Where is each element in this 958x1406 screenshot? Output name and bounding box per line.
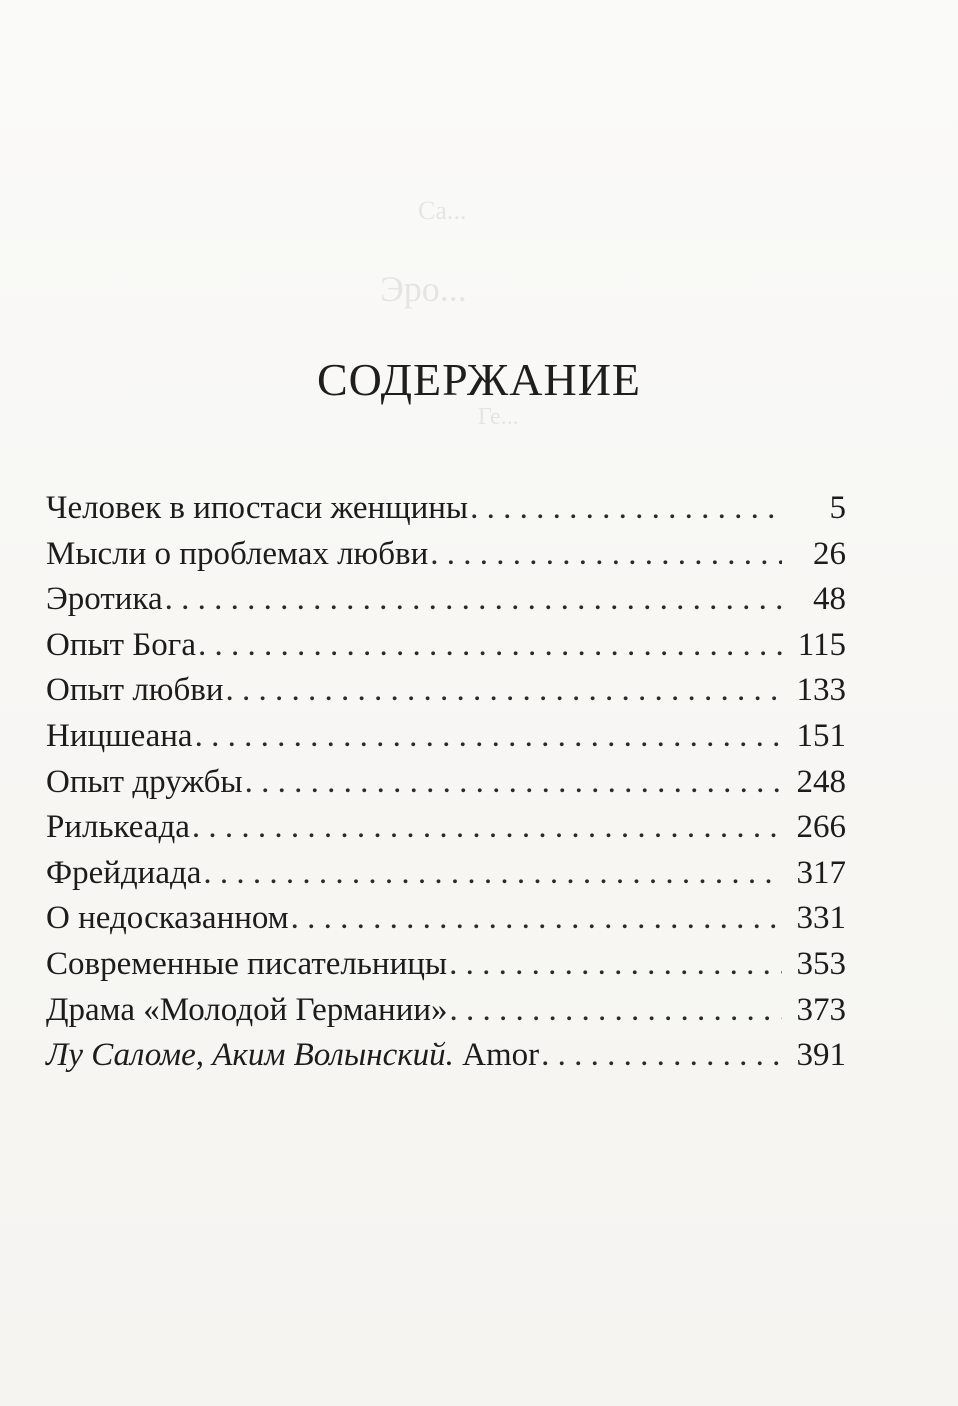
toc-entry-title: Ницшеана (46, 717, 193, 754)
toc-entry-title: Драма «Молодой Германии» (46, 991, 448, 1028)
toc-entry-title: Рилькеада (46, 809, 190, 846)
toc-entry-authors: Лу Саломе, Аким Волынский. (46, 1037, 454, 1074)
toc-entry (46, 623, 846, 669)
toc-leader-dots (165, 577, 782, 623)
toc-entry-page: 266 (796, 809, 846, 846)
toc-leader-dots (195, 714, 782, 760)
toc-entry (46, 760, 846, 806)
toc-entry-title: Опыт дружбы (46, 763, 243, 800)
show-through-text: Ге... (478, 404, 519, 430)
toc-leader-dots (245, 760, 782, 806)
toc-entry-page: 391 (796, 1037, 846, 1074)
toc-leader-dots (430, 532, 782, 578)
toc-entry (46, 577, 846, 623)
toc-leader-dots (192, 805, 782, 851)
toc-entry-page: 26 (813, 535, 846, 572)
toc-entry (46, 988, 846, 1034)
show-through-text: Са... (418, 196, 467, 225)
toc-entry-page: 317 (796, 854, 846, 891)
toc-entry-page: 115 (797, 626, 846, 663)
toc-entry (46, 805, 846, 851)
table-of-contents (46, 486, 846, 1079)
toc-entry-title: Современные писательницы (46, 945, 448, 982)
show-through-text: Эро... (380, 269, 467, 309)
toc-entry-page: 373 (796, 991, 846, 1028)
toc-leader-dots (226, 668, 783, 714)
toc-entry-page: 151 (796, 717, 846, 754)
toc-entry-page: 48 (813, 581, 846, 618)
toc-entry (46, 486, 846, 532)
page-title: СОДЕРЖАНИЕ (316, 353, 642, 405)
toc-entry (46, 668, 846, 714)
toc-entry (46, 942, 846, 988)
toc-entry-title: Эротика (46, 581, 163, 618)
toc-leader-dots (470, 486, 782, 532)
toc-entry-page: 5 (829, 490, 846, 526)
toc-entry-title: Мысли о проблемах любви (46, 535, 429, 572)
toc-entry-page: 133 (796, 672, 846, 709)
toc-entry (46, 851, 846, 897)
toc-entry-page: 248 (796, 763, 846, 800)
toc-entry-page: 353 (796, 945, 846, 982)
toc-entry-page: 331 (796, 900, 846, 937)
toc-leader-dots (450, 988, 782, 1034)
toc-leader-dots (203, 851, 782, 897)
toc-entry-title: О недосказанном (46, 900, 289, 937)
toc-entry (46, 1033, 846, 1079)
toc-entry-title: Фрейдиада (46, 854, 202, 891)
toc-entry-title: Опыт любви (46, 672, 224, 709)
toc-entry (46, 714, 846, 760)
toc-entry (46, 896, 846, 942)
toc-leader-dots (541, 1033, 782, 1079)
toc-entry-title: Человек в ипостаси женщины (46, 490, 469, 526)
toc-entry-title: Опыт Бога (46, 626, 196, 663)
toc-leader-dots (198, 623, 782, 669)
toc-entry (46, 532, 846, 578)
toc-entry-title: Лу Саломе, Аким Волынский. Amor (46, 1037, 540, 1074)
toc-leader-dots (291, 896, 782, 942)
toc-leader-dots (449, 942, 782, 988)
